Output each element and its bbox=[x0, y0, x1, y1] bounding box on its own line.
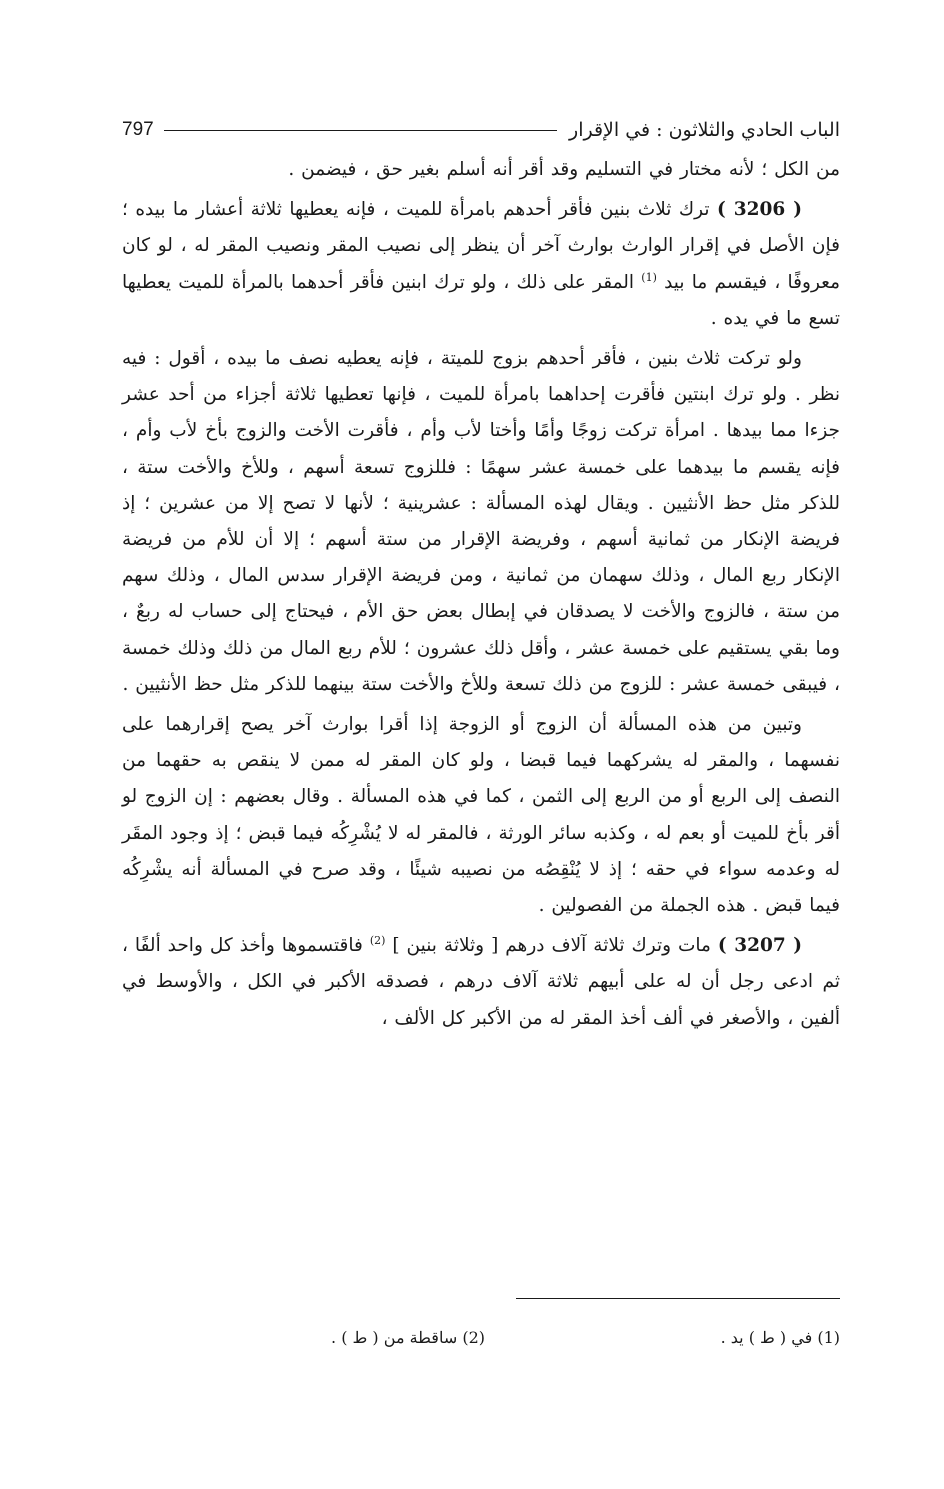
paragraph-text-block bbox=[122, 707, 840, 924]
chapter-title: الباب الحادي والثلاثون : في الإقرار bbox=[569, 119, 840, 141]
paragraph-text: فاقتسموها وأخذ كل واحد ألفًا ، ثم ادعى رجل أن له على أبيهم ثلاثة آلاف درهم ، فصدقه الأكبر في الكل ، والأوسط في ألفين ، والأصغر في ألف أخذ المقر له من الأكبر كل الألف ، bbox=[122, 935, 840, 1029]
paragraph-text: المقر على ذلك ، ولو ترك ابنين فأقر أحدهما بالمرأة للميت يعطيها تسع ما في يده . bbox=[122, 271, 840, 329]
page-number: 797 bbox=[122, 119, 154, 140]
footnote-2: (2) ساقطة من ( ط ) . bbox=[331, 1328, 485, 1347]
paragraph-text: مات وترك ثلاثة آلاف درهم [ وثلاثة بنين ] bbox=[385, 935, 718, 957]
paragraph-issue-3206 bbox=[122, 192, 840, 337]
footnote-separator bbox=[516, 1298, 840, 1299]
issue-number: ( 3207 ) bbox=[717, 935, 802, 957]
paragraph-text: وتبين من هذه المسألة أن الزوج أو الزوجة إذا أقرا بوارث آخر يصح إقرارهما على نفسهما ، والمقر له يشركهما فيما قبضا ، ولو كان المقر له ممن لا ينقص به حقهما من النصف إلى الربع أو من الربع إلى الثمن ، كما في هذه المسألة . وقال بعضهم : إن الزوج لو أقر بأخ للميت أو بعم له ، وكذبه سائر الورثة ، فالمقر له لا يُشْرِكُه فيما قبض ؛ إذ وجود المقَر له وعدمه سواء في حقه ؛ إذ لا يُنْقِصُه من نصيبه شيئًا ، وقد صرح في المسألة أنه يشْرِكُه فيما قبض . هذه الجملة من الفصولين . bbox=[122, 714, 840, 917]
footnote-ref: (1) bbox=[641, 270, 657, 284]
paragraph-text-block bbox=[122, 341, 840, 703]
paragraph-text: ترك ثلاث بنين فأقر أحدهم بامرأة للميت ، فإنه يعطيها ثلاثة أعشار ما بيده ؛ فإن الأصل في إقرار الوارث بوارث آخر أن ينظر إلى نصيب المقر ونصيب المقر له ، لو كان معروفًا ، فيقسم ما بيد bbox=[122, 199, 840, 293]
body-text bbox=[122, 152, 840, 1037]
running-header bbox=[122, 112, 840, 148]
footnotes bbox=[122, 1328, 840, 1347]
footnote-1: (1) في ( ط ) يد . bbox=[720, 1328, 840, 1347]
header-rule bbox=[164, 130, 557, 131]
issue-number: ( 3206 ) bbox=[716, 199, 802, 221]
paragraph-issue-3207 bbox=[122, 928, 840, 1037]
paragraph-continuation bbox=[122, 152, 840, 188]
paragraph-text: ولو تركت ثلاث بنين ، فأقر أحدهم بزوج للميتة ، فإنه يعطيه نصف ما بيده ، أقول : فيه نظر . ولو ترك ابنتين فأقرت إحداهما بامرأة للميت ، فإنها تعطيها ثلاثة أجزاء من أحد عشر جزءا مما بيدها . امرأة تركت زوجًا وأمًا وأختا لأب وأم ، فأقرت الأخت والزوج بأخ لأب وأم ، فإنه يقسم ما بيدهما على خمسة عشر سهمًا : فللزوج تسعة أسهم ، وللأخ والأخت ستة ، للذكر مثل حظ الأنثيين . ويقال لهذه المسألة : عشرينية ؛ لأنها لا تصح إلا من عشرين ؛ إذ فريضة الإنكار من ثمانية أسهم ، وفريضة الإقرار من ستة أسهم ؛ إلا أن للأم من فريضة الإنكار ربع المال ، وذلك سهمان من ثمانية ، ومن فريضة الإقرار سدس المال ، وذلك سهم من ستة ، فالزوج والأخت لا يصدقان في إبطال بعض حق الأم ، فيحتاج إلى حساب له ربعٌ ، وما بقي يستقيم على خمسة عشر ، وأقل ذلك عشرون ؛ للأم ربع المال من ذلك وذلك خمسة ، فيبقى خمسة عشر : للزوج من ذلك تسعة وللأخ والأخت ستة بينهما للذكر مثل حظ الأنثيين . bbox=[122, 348, 840, 695]
book-page bbox=[122, 112, 840, 1347]
footnote-ref: (2) bbox=[369, 934, 386, 948]
paragraph-text: من الكل ؛ لأنه مختار في التسليم وقد أقر أنه أسلم بغير حق ، فيضمن . bbox=[288, 159, 840, 180]
